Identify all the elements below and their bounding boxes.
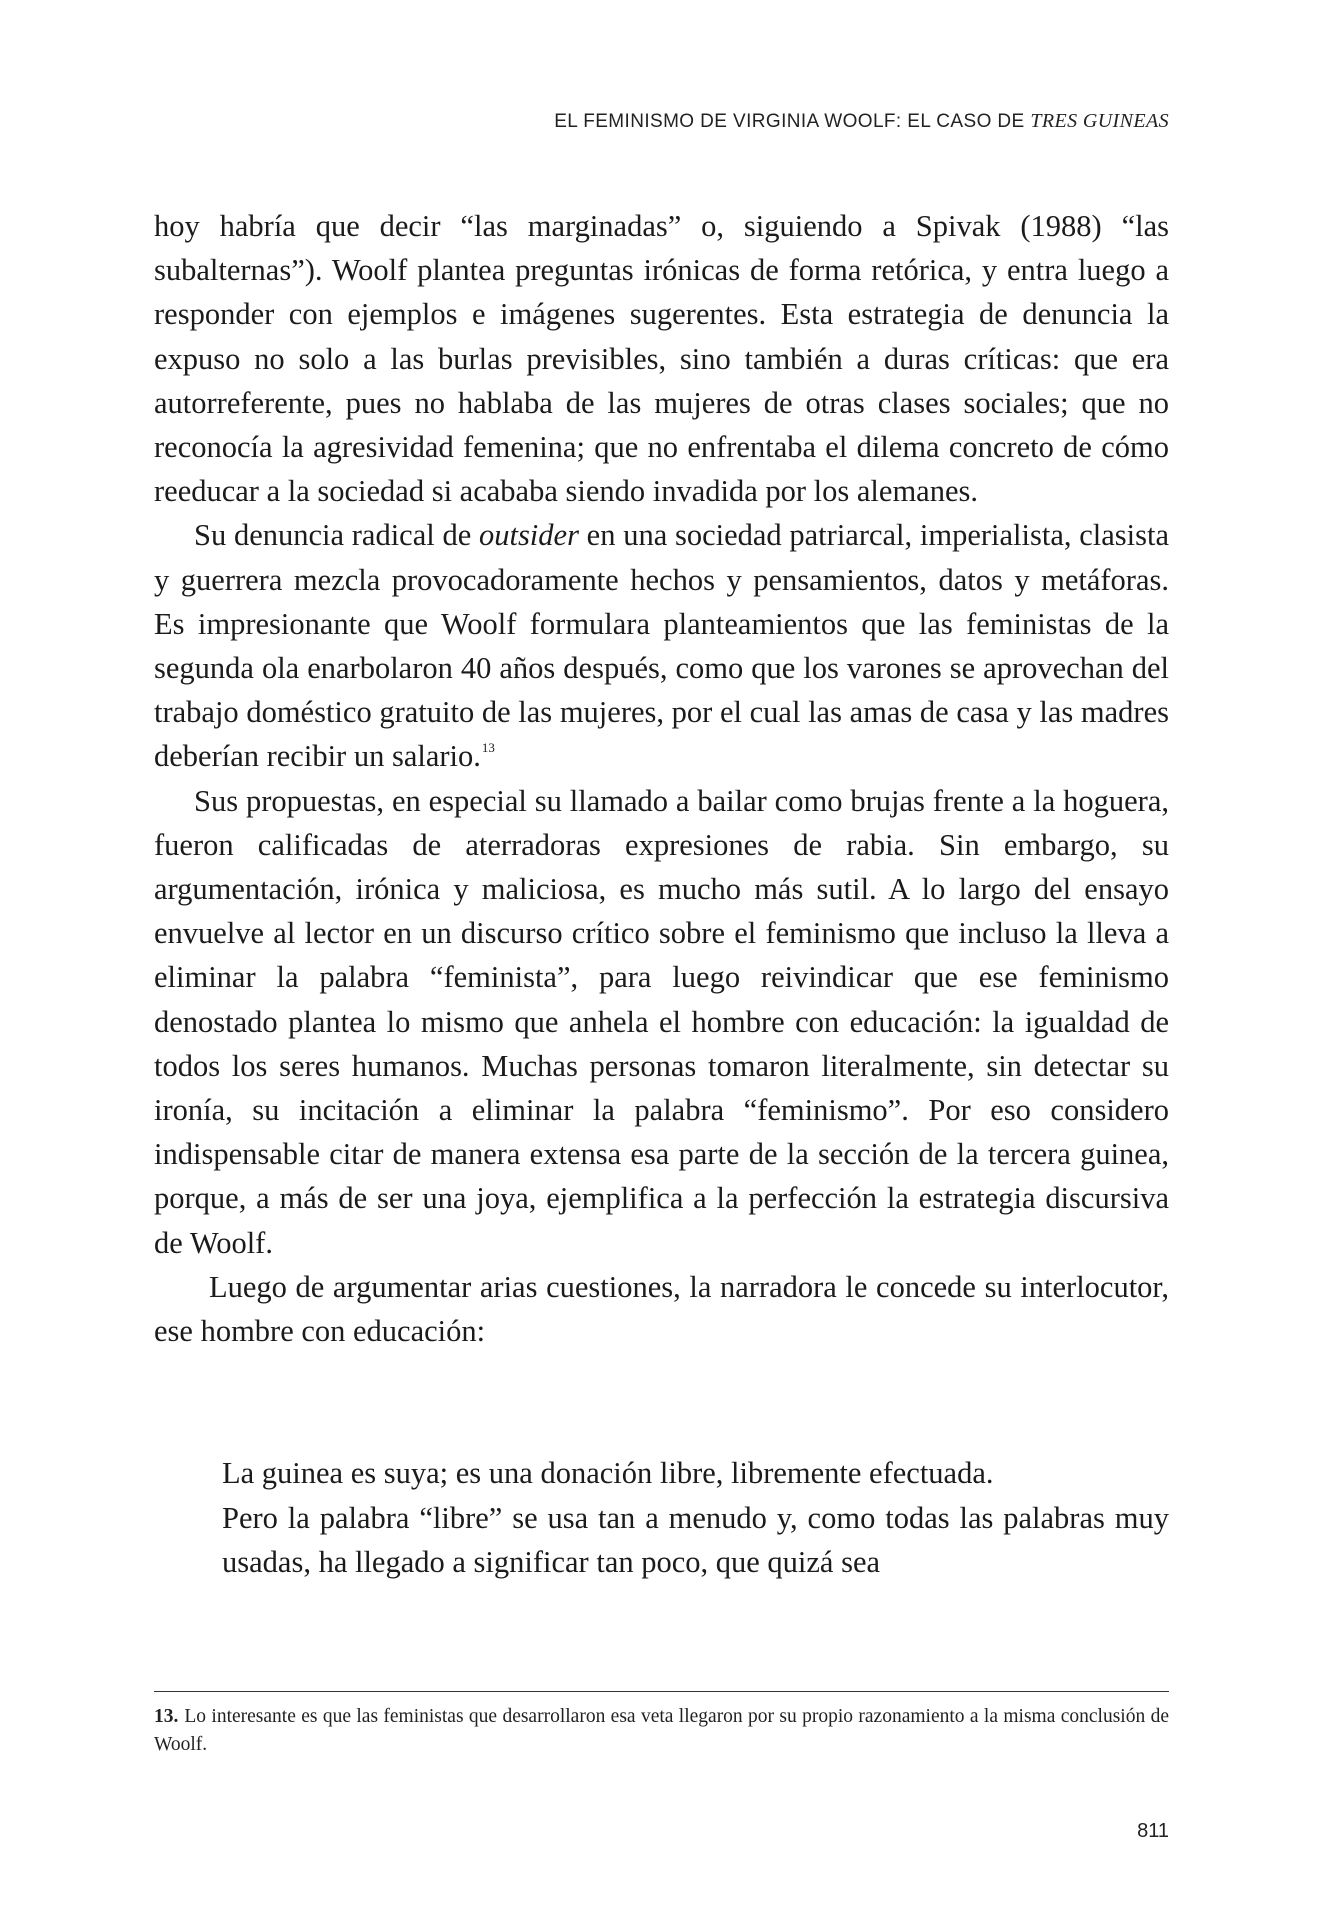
running-head-title-italic: TRES GUINEAS xyxy=(1030,110,1169,132)
paragraph-2-italic-term: outsider xyxy=(478,518,579,553)
paragraph-2-start: Su denuncia radical de xyxy=(194,518,479,553)
quote-line-2: Pero la palabra “libre” se usa tan a menudo y, como todas las palabras muy usadas, ha llegado a significar tan poco, que quizá sea xyxy=(222,1500,1169,1579)
page-number: 811 xyxy=(1137,1820,1169,1842)
paragraph-2 xyxy=(154,513,1169,778)
quote-line-1: La guinea es suya; es una donación libre, libremente efectuada. xyxy=(222,1456,994,1490)
footnote-text: Lo interesante es que las feministas que desarrollaron esa veta llegaron por su propio razonamiento a la misma conclusión de Woolf. xyxy=(154,1706,1169,1755)
running-head-title: EL FEMINISMO DE VIRGINIA WOOLF: EL CASO DE xyxy=(554,111,1031,132)
main-text xyxy=(154,204,1169,1353)
paragraph-3: Sus propuestas, en especial su llamado a bailar como brujas frente a la hoguera, fueron calificadas de aterradoras expresiones de rabia. Sin embargo, su argumentación, irónica y maliciosa, es mucho más sutil. A lo largo del ensayo envuelve al lector en un discurso crítico sobre el feminismo que incluso la lleva a eliminar la palabra “feminista”, para luego reivindicar que ese feminismo denostado plantea lo mismo que anhela el hombre con educación: la igualdad de todos los seres humanos. Muchas personas tomaron literalmente, sin detectar su ironía, su incitación a eliminar la palabra “feminismo”. Por eso considero indispensable citar de manera extensa esa parte de la sección de la tercera guinea, porque, a más de ser una joya, ejemplifica a la perfección la estrategia discursiva de Woolf. xyxy=(154,783,1169,1260)
paragraph-1: hoy habría que decir “las marginadas” o, siguiendo a Spivak (1988) “las subalternas”). Woolf plantea preguntas irónicas de forma retórica, y entra luego a responder con ejemplos e imágenes sugerentes. Esta estrategia de denuncia la expuso no solo a las burlas previsibles, sino también a duras críticas: que era autorreferente, pues no hablaba de las mujeres de otras clases sociales; que no reconocía la agresividad femenina; que no enfrentaba el dilema concreto de cómo reeducar a la sociedad si acababa siendo invadida por los alemanes. xyxy=(154,209,1169,509)
footnote xyxy=(154,1703,1169,1759)
block-quote xyxy=(222,1451,1169,1585)
footnote-number: 13. xyxy=(154,1706,179,1727)
paragraph-2-end: en una sociedad patriarcal, imperialista, clasista y guerrera mezcla provocadoramente hechos y pensamientos, datos y metáforas. Es impresionante que Woolf formulara planteamientos que las feministas de la segunda ola enarbolaron 40 años después, como que los varones se aprovechan del trabajo doméstico gratuito de las mujeres, por el cual las amas de casa y las madres deberían recibir un salario. xyxy=(154,518,1169,774)
running-head xyxy=(554,110,1169,133)
footnote-reference[interactable]: 13 xyxy=(481,740,495,756)
footnote-divider xyxy=(154,1691,1169,1692)
paragraph-4: Luego de argumentar arias cuestiones, la narradora le concede su interlocutor, ese hombre con educación: xyxy=(154,1269,1169,1349)
